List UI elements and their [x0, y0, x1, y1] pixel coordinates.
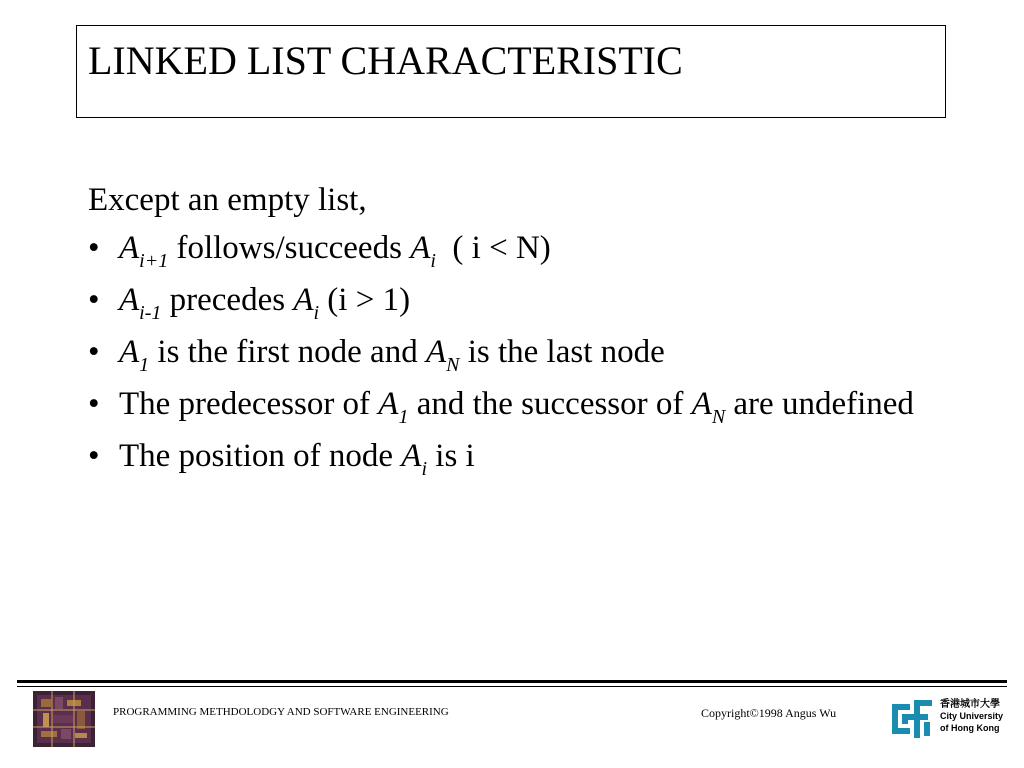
university-name-en-2: of Hong Kong — [940, 723, 1000, 733]
bullet-text: is the last node — [459, 334, 665, 370]
footer-rule-thin — [17, 686, 1007, 687]
bullet-marker: • — [88, 282, 100, 318]
slide-title: LINKED LIST CHARACTERISTIC — [88, 38, 683, 83]
symbol-a: A — [691, 386, 712, 422]
bullet-text: (i > 1) — [319, 282, 411, 318]
bullet-text: precedes — [161, 282, 294, 318]
university-logo — [888, 694, 1008, 744]
subscript: i — [313, 302, 320, 324]
university-name-en-1: City University — [940, 711, 1004, 721]
subscript: i — [430, 250, 436, 272]
symbol-a: A — [378, 386, 399, 422]
bullet-marker: • — [88, 230, 100, 266]
bullet-text: is i — [427, 438, 475, 474]
university-name-zh: 香港城市大學 — [940, 699, 1000, 710]
course-name: PROGRAMMING METHDOLODGY AND SOFTWARE ENGINEERING — [113, 706, 449, 718]
subscript: N — [446, 354, 460, 376]
subscript: 1 — [398, 406, 409, 428]
subscript: i+1 — [139, 250, 169, 272]
bullet-list — [88, 224, 968, 484]
symbol-a: A — [401, 438, 422, 474]
bullet-marker: • — [88, 386, 100, 422]
symbol-a: A — [119, 334, 140, 370]
copyright-notice: Copyright©1998 Angus Wu — [701, 706, 837, 720]
symbol-a: A — [410, 230, 431, 266]
title-box — [76, 25, 946, 118]
circuit-board-image — [33, 691, 95, 747]
bullet-text: The position of node — [119, 438, 402, 474]
bullet-text: is the first node and — [149, 334, 426, 370]
subscript: i-1 — [139, 302, 162, 324]
symbol-a: A — [119, 282, 140, 318]
bullet-item — [88, 380, 968, 432]
bullet-marker: • — [88, 438, 100, 474]
footer-rule-thick — [17, 680, 1007, 683]
bullet-marker: • — [88, 334, 100, 370]
bullet-item — [88, 328, 968, 380]
subscript: i — [421, 458, 428, 480]
bullet-text: follows/succeeds — [168, 230, 411, 266]
bullet-item — [88, 276, 968, 328]
bullet-item — [88, 432, 968, 484]
slide-body — [88, 176, 968, 484]
bullet-text: The predecessor of — [119, 386, 379, 422]
intro-line: Except an empty list, — [88, 182, 367, 218]
bullet-item — [88, 224, 968, 276]
bullet-text: ( i < N) — [435, 230, 551, 266]
symbol-a: A — [293, 282, 314, 318]
subscript: 1 — [139, 354, 150, 376]
symbol-a: A — [119, 230, 140, 266]
bullet-text: and the successor of — [408, 386, 692, 422]
symbol-a: A — [425, 334, 447, 370]
bullet-text: are undefined — [725, 386, 914, 422]
cityu-emblem-icon — [888, 694, 936, 742]
subscript: N — [711, 406, 726, 428]
